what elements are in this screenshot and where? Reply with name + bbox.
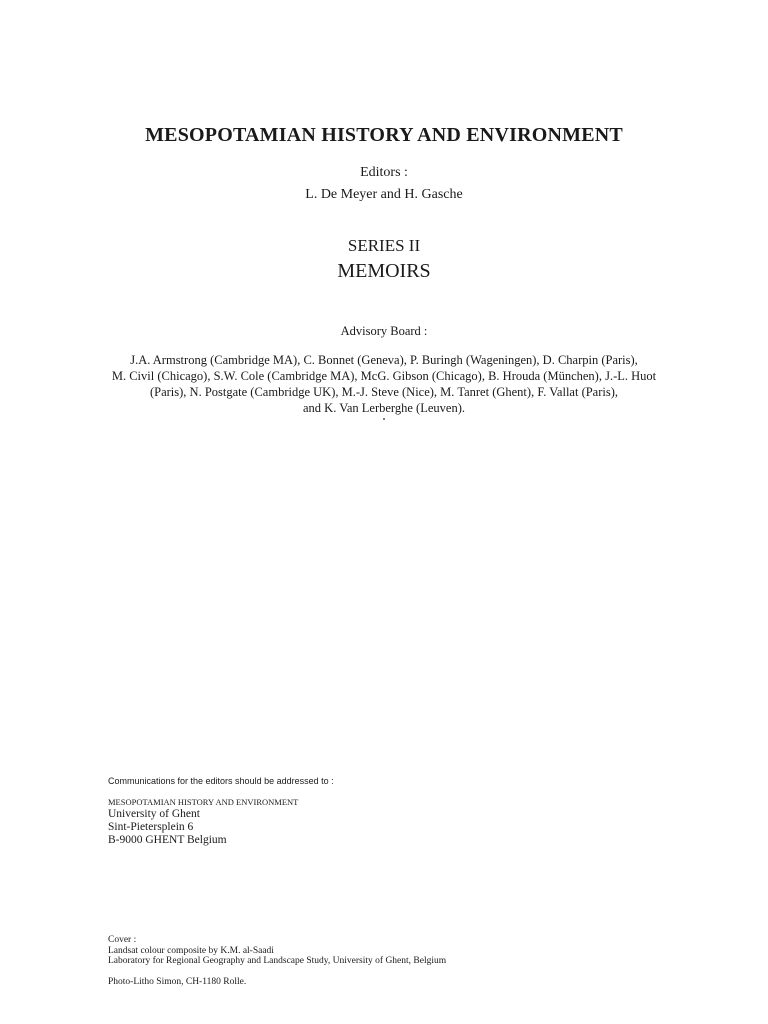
communications-label: Communications for the editors should be addressed to : — [108, 776, 334, 786]
advisory-line: J.A. Armstrong (Cambridge MA), C. Bonnet (Geneva), P. Buringh (Wageningen), D. Charpin (Paris), — [130, 353, 638, 367]
address-line: MESOPOTAMIAN HISTORY AND ENVIRONMENT — [108, 797, 299, 807]
editors-names: L. De Meyer and H. Gasche — [305, 187, 463, 202]
advisory-board-label: Advisory Board : — [340, 324, 428, 338]
editor-address — [108, 796, 298, 847]
cover-line: Landsat colour composite by K.M. al-Saadi — [108, 945, 274, 956]
address-line: Sint-Pietersplein 6 — [108, 821, 194, 833]
cover-line: Cover : — [108, 935, 137, 945]
address-line: University of Ghent — [108, 808, 200, 820]
advisory-line: and K. Van Lerberghe (Leuven). — [303, 401, 465, 415]
printer-credit: Photo-Litho Simon, CH-1180 Rolle. — [108, 977, 247, 987]
cover-credits — [108, 935, 446, 967]
cover-line: Laboratory for Regional Geography and Landscape Study, University of Ghent, Belgium — [108, 956, 447, 966]
advisory-line: M. Civil (Chicago), S.W. Cole (Cambridge MA), McG. Gibson (Chicago), B. Hrouda (München), J.-L. Huot — [111, 369, 657, 383]
editors-label: Editors : — [360, 165, 408, 180]
advisory-line: (Paris), N. Postgate (Cambridge UK), M.-J. Steve (Nice), M. Tanret (Ghent), F. Vallat (Paris), — [149, 385, 619, 399]
series-label: SERIES II — [347, 236, 421, 255]
advisory-board-members — [0, 352, 768, 416]
speck-mark — [383, 418, 385, 420]
series-name: MEMOIRS — [337, 260, 431, 282]
page-title: MESOPOTAMIAN HISTORY AND ENVIRONMENT — [145, 124, 623, 146]
address-line: B-9000 GHENT Belgium — [108, 834, 227, 846]
